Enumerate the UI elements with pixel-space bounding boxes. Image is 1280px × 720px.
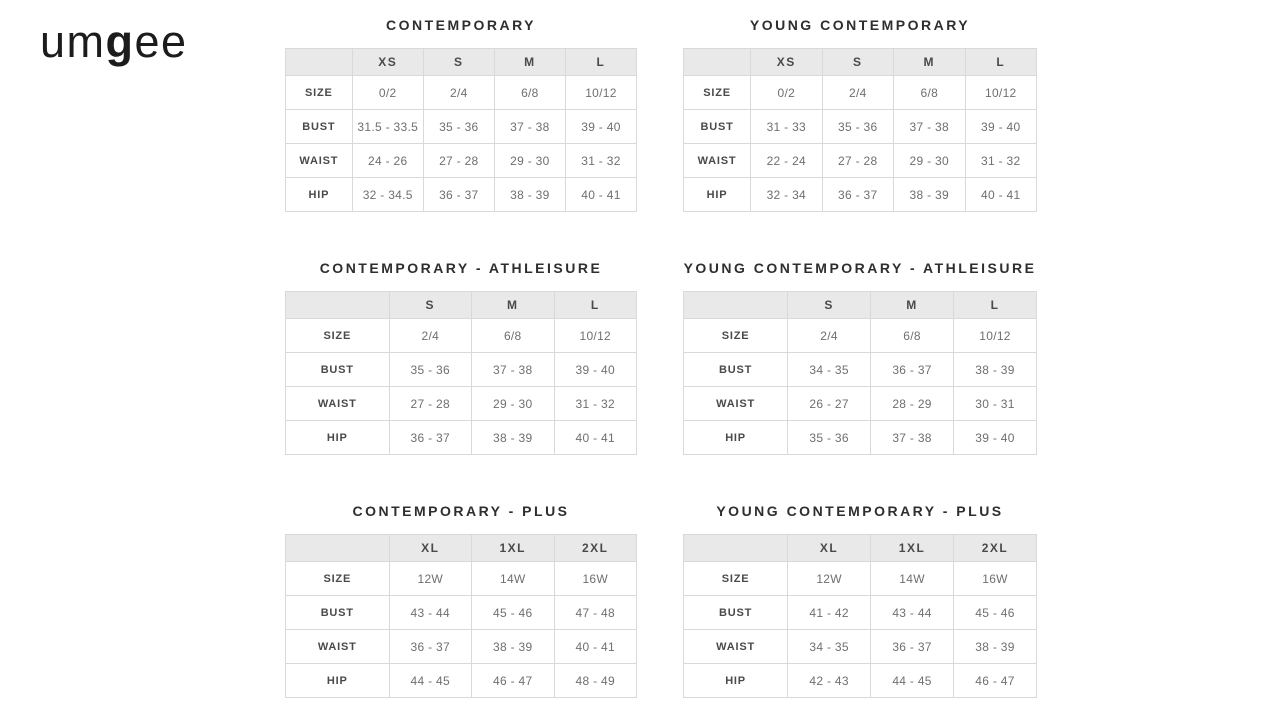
size-value-cell: 36 - 37 xyxy=(423,178,494,212)
table-row xyxy=(286,421,637,455)
row-label: HIP xyxy=(684,178,751,212)
size-value-cell: 38 - 39 xyxy=(894,178,965,212)
size-chart-title: CONTEMPORARY xyxy=(385,17,537,33)
size-chart-title: CONTEMPORARY - PLUS xyxy=(352,503,570,519)
table-row xyxy=(286,178,637,212)
column-header: L xyxy=(554,292,637,319)
size-chart-section xyxy=(285,258,637,455)
size-value-cell: 12W xyxy=(788,562,871,596)
column-header: M xyxy=(894,49,965,76)
size-value-cell: 39 - 40 xyxy=(565,110,636,144)
size-value-cell: 38 - 39 xyxy=(472,421,554,455)
size-value-cell: 48 - 49 xyxy=(554,664,637,698)
table-corner-cell xyxy=(286,292,390,319)
row-label: SIZE xyxy=(684,319,788,353)
table-corner-cell xyxy=(286,49,353,76)
column-header: XS xyxy=(751,49,822,76)
row-label: WAIST xyxy=(286,630,390,664)
size-value-cell: 10/12 xyxy=(965,76,1036,110)
table-row xyxy=(684,76,1037,110)
table-row xyxy=(286,319,637,353)
size-value-cell: 6/8 xyxy=(871,319,954,353)
size-value-cell: 45 - 46 xyxy=(472,596,554,630)
size-value-cell: 35 - 36 xyxy=(423,110,494,144)
size-value-cell: 24 - 26 xyxy=(352,144,423,178)
size-value-cell: 14W xyxy=(871,562,954,596)
size-value-cell: 36 - 37 xyxy=(389,630,471,664)
column-header: XL xyxy=(788,535,871,562)
table-header-row xyxy=(286,292,637,319)
row-label: SIZE xyxy=(286,76,353,110)
column-header: M xyxy=(472,292,554,319)
size-value-cell: 27 - 28 xyxy=(389,387,471,421)
size-chart-title: CONTEMPORARY - ATHLEISURE xyxy=(319,260,603,276)
row-label: HIP xyxy=(286,178,353,212)
size-value-cell: 44 - 45 xyxy=(389,664,471,698)
size-value-cell: 40 - 41 xyxy=(565,178,636,212)
size-value-cell: 2/4 xyxy=(389,319,471,353)
brand-logo xyxy=(40,16,188,68)
table-row xyxy=(684,144,1037,178)
size-value-cell: 0/2 xyxy=(352,76,423,110)
size-value-cell: 46 - 47 xyxy=(954,664,1037,698)
size-value-cell: 37 - 38 xyxy=(871,421,954,455)
size-value-cell: 22 - 24 xyxy=(751,144,822,178)
size-value-cell: 31.5 - 33.5 xyxy=(352,110,423,144)
table-header-row xyxy=(684,49,1037,76)
size-value-cell: 16W xyxy=(554,562,637,596)
table-header-row xyxy=(684,292,1037,319)
size-value-cell: 2/4 xyxy=(423,76,494,110)
size-value-cell: 38 - 39 xyxy=(472,630,554,664)
table-row xyxy=(286,110,637,144)
size-value-cell: 31 - 32 xyxy=(554,387,637,421)
table-row xyxy=(286,76,637,110)
size-value-cell: 38 - 39 xyxy=(954,630,1037,664)
size-value-cell: 35 - 36 xyxy=(788,421,871,455)
size-value-cell: 14W xyxy=(472,562,554,596)
size-value-cell: 28 - 29 xyxy=(871,387,954,421)
row-label: WAIST xyxy=(684,144,751,178)
size-value-cell: 37 - 38 xyxy=(472,353,554,387)
row-label: BUST xyxy=(286,353,390,387)
size-value-cell: 31 - 32 xyxy=(965,144,1036,178)
logo-text-g: g xyxy=(105,16,135,67)
column-header: S xyxy=(389,292,471,319)
size-value-cell: 12W xyxy=(389,562,471,596)
row-label: BUST xyxy=(684,353,788,387)
table-row xyxy=(684,110,1037,144)
size-value-cell: 45 - 46 xyxy=(954,596,1037,630)
size-value-cell: 46 - 47 xyxy=(472,664,554,698)
size-chart-title: YOUNG CONTEMPORARY xyxy=(749,17,971,33)
size-value-cell: 43 - 44 xyxy=(871,596,954,630)
logo-text-um: um xyxy=(40,16,106,67)
row-label: WAIST xyxy=(286,387,390,421)
size-chart-table xyxy=(285,291,637,455)
table-header-row xyxy=(286,49,637,76)
size-value-cell: 35 - 36 xyxy=(389,353,471,387)
row-label: WAIST xyxy=(286,144,353,178)
size-value-cell: 31 - 33 xyxy=(751,110,822,144)
size-value-cell: 10/12 xyxy=(554,319,637,353)
size-chart-section xyxy=(683,501,1037,698)
size-value-cell: 29 - 30 xyxy=(894,144,965,178)
size-value-cell: 32 - 34 xyxy=(751,178,822,212)
size-value-cell: 30 - 31 xyxy=(954,387,1037,421)
table-header-row xyxy=(684,535,1037,562)
table-corner-cell xyxy=(286,535,390,562)
size-value-cell: 6/8 xyxy=(472,319,554,353)
size-value-cell: 41 - 42 xyxy=(788,596,871,630)
column-header: M xyxy=(871,292,954,319)
column-header: L xyxy=(965,49,1036,76)
size-value-cell: 2/4 xyxy=(822,76,893,110)
row-label: SIZE xyxy=(684,76,751,110)
table-corner-cell xyxy=(684,49,751,76)
size-value-cell: 6/8 xyxy=(894,76,965,110)
row-label: WAIST xyxy=(684,630,788,664)
table-row xyxy=(684,630,1037,664)
size-value-cell: 26 - 27 xyxy=(788,387,871,421)
row-label: HIP xyxy=(684,664,788,698)
row-label: BUST xyxy=(684,596,788,630)
table-row xyxy=(684,353,1037,387)
size-chart-title: YOUNG CONTEMPORARY - PLUS xyxy=(716,503,1004,519)
row-label: SIZE xyxy=(286,319,390,353)
column-header: S xyxy=(788,292,871,319)
column-header: 2XL xyxy=(554,535,637,562)
size-value-cell: 37 - 38 xyxy=(494,110,565,144)
table-row xyxy=(684,664,1037,698)
size-value-cell: 43 - 44 xyxy=(389,596,471,630)
column-header: XS xyxy=(352,49,423,76)
size-chart-table xyxy=(683,48,1037,212)
table-row xyxy=(286,387,637,421)
row-label: SIZE xyxy=(286,562,390,596)
size-value-cell: 38 - 39 xyxy=(494,178,565,212)
size-value-cell: 42 - 43 xyxy=(788,664,871,698)
logo-text-ee: ee xyxy=(134,16,188,67)
size-value-cell: 32 - 34.5 xyxy=(352,178,423,212)
column-header: L xyxy=(565,49,636,76)
size-value-cell: 10/12 xyxy=(954,319,1037,353)
size-value-cell: 36 - 37 xyxy=(389,421,471,455)
size-value-cell: 36 - 37 xyxy=(871,353,954,387)
size-chart-table xyxy=(683,291,1037,455)
size-value-cell: 36 - 37 xyxy=(871,630,954,664)
table-row xyxy=(286,353,637,387)
size-value-cell: 29 - 30 xyxy=(494,144,565,178)
size-chart-title: YOUNG CONTEMPORARY - ATHLEISURE xyxy=(683,260,1037,276)
size-value-cell: 36 - 37 xyxy=(822,178,893,212)
size-value-cell: 39 - 40 xyxy=(965,110,1036,144)
column-header: 1XL xyxy=(871,535,954,562)
size-value-cell: 37 - 38 xyxy=(894,110,965,144)
table-row xyxy=(684,387,1037,421)
size-chart-table xyxy=(683,534,1037,698)
size-value-cell: 31 - 32 xyxy=(565,144,636,178)
size-value-cell: 44 - 45 xyxy=(871,664,954,698)
size-value-cell: 6/8 xyxy=(494,76,565,110)
size-value-cell: 29 - 30 xyxy=(472,387,554,421)
table-row xyxy=(684,596,1037,630)
size-value-cell: 2/4 xyxy=(788,319,871,353)
table-row xyxy=(286,596,637,630)
size-value-cell: 0/2 xyxy=(751,76,822,110)
size-chart-section xyxy=(285,501,637,698)
row-label: BUST xyxy=(286,110,353,144)
table-row xyxy=(286,144,637,178)
size-value-cell: 34 - 35 xyxy=(788,630,871,664)
size-value-cell: 40 - 41 xyxy=(554,421,637,455)
size-value-cell: 35 - 36 xyxy=(822,110,893,144)
table-corner-cell xyxy=(684,292,788,319)
table-row xyxy=(286,630,637,664)
column-header: S xyxy=(423,49,494,76)
size-value-cell: 38 - 39 xyxy=(954,353,1037,387)
column-header: M xyxy=(494,49,565,76)
size-value-cell: 39 - 40 xyxy=(554,353,637,387)
table-row xyxy=(286,664,637,698)
size-value-cell: 40 - 41 xyxy=(965,178,1036,212)
column-header: 1XL xyxy=(472,535,554,562)
table-row xyxy=(684,421,1037,455)
table-header-row xyxy=(286,535,637,562)
size-value-cell: 39 - 40 xyxy=(954,421,1037,455)
size-chart-section xyxy=(285,15,637,212)
column-header: S xyxy=(822,49,893,76)
row-label: WAIST xyxy=(684,387,788,421)
table-row xyxy=(684,178,1037,212)
size-charts-grid xyxy=(285,15,1037,698)
column-header: 2XL xyxy=(954,535,1037,562)
row-label: HIP xyxy=(286,421,390,455)
size-value-cell: 47 - 48 xyxy=(554,596,637,630)
column-header: L xyxy=(954,292,1037,319)
row-label: HIP xyxy=(286,664,390,698)
size-chart-section xyxy=(683,15,1037,212)
table-row xyxy=(684,319,1037,353)
size-value-cell: 16W xyxy=(954,562,1037,596)
size-chart-table xyxy=(285,534,637,698)
table-row xyxy=(286,562,637,596)
row-label: HIP xyxy=(684,421,788,455)
row-label: SIZE xyxy=(684,562,788,596)
row-label: BUST xyxy=(684,110,751,144)
table-corner-cell xyxy=(684,535,788,562)
column-header: XL xyxy=(389,535,471,562)
size-value-cell: 27 - 28 xyxy=(423,144,494,178)
table-row xyxy=(684,562,1037,596)
size-value-cell: 27 - 28 xyxy=(822,144,893,178)
size-chart-table xyxy=(285,48,637,212)
size-value-cell: 40 - 41 xyxy=(554,630,637,664)
row-label: BUST xyxy=(286,596,390,630)
size-chart-section xyxy=(683,258,1037,455)
size-value-cell: 10/12 xyxy=(565,76,636,110)
size-value-cell: 34 - 35 xyxy=(788,353,871,387)
